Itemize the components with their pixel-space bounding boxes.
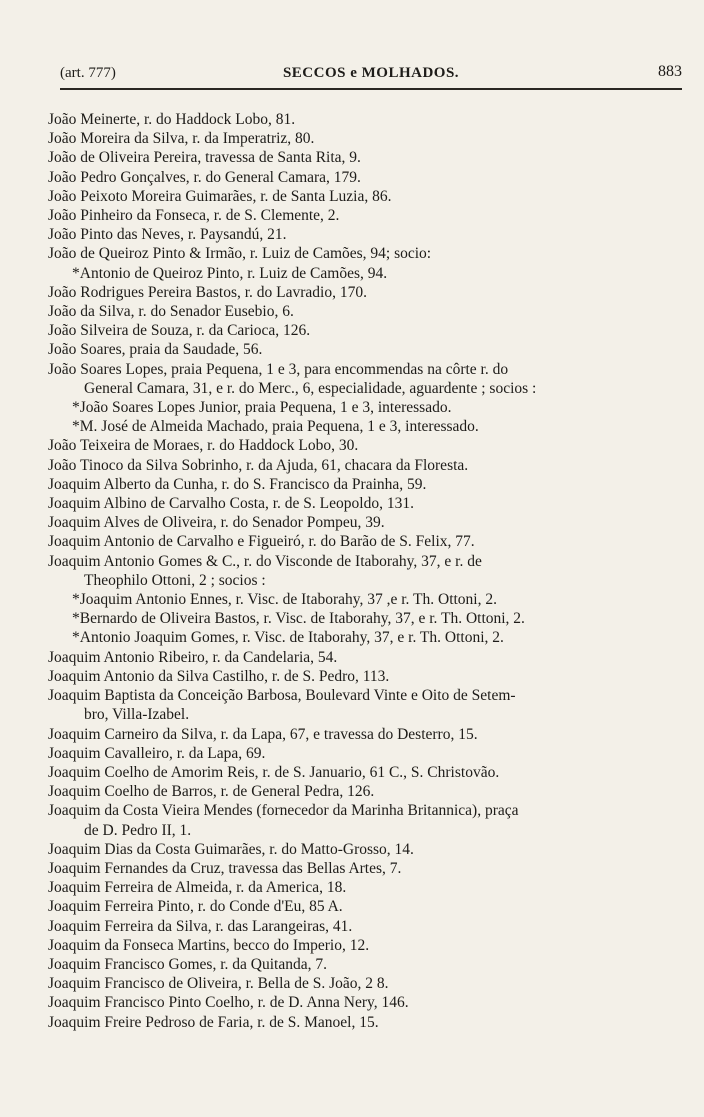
partner-entry: *Antonio de Queiroz Pinto, r. Luiz de Camões, 94. <box>72 264 388 282</box>
directory-entry-continuation: de D. Pedro II, 1. <box>84 821 192 839</box>
directory-entry: Joaquim Antonio de Carvalho e Figueiró, r. do Barão de S. Felix, 77. <box>48 533 475 551</box>
directory-entry: João de Queiroz Pinto & Irmão, r. Luiz de Camões, 94; socio: <box>48 245 432 263</box>
directory-entry: Joaquim Coelho de Barros, r. de General Pedra, 126. <box>48 783 375 801</box>
directory-entry: Joaquim Alves de Oliveira, r. do Senador Pompeu, 39. <box>48 514 385 532</box>
directory-entry-continuation: Theophilo Ottoni, 2 ; socios : <box>84 571 266 589</box>
directory-entry: João Rodrigues Pereira Bastos, r. do Lavradio, 170. <box>48 283 367 301</box>
directory-entry: Joaquim Coelho de Amorim Reis, r. de S. Januario, 61 C., S. Christovão. <box>48 763 500 781</box>
directory-list <box>48 110 688 1032</box>
directory-entry-continuation: bro, Villa-Izabel. <box>84 706 190 724</box>
directory-entry: João de Oliveira Pereira, travessa de Santa Rita, 9. <box>48 149 361 167</box>
directory-entry: João da Silva, r. do Senador Eusebio, 6. <box>48 303 294 321</box>
directory-entry: João Moreira da Silva, r. da Imperatriz, 80. <box>48 130 315 148</box>
directory-entry: João Pinto das Neves, r. Paysandú, 21. <box>48 226 287 244</box>
directory-entry: Joaquim Antonio da Silva Castilho, r. de S. Pedro, 113. <box>48 667 390 685</box>
article-reference: (art. 777) <box>60 65 116 81</box>
directory-entry: João Soares Lopes, praia Pequena, 1 e 3, para encommendas na côrte r. do <box>48 360 509 378</box>
directory-entry: Joaquim Freire Pedroso de Faria, r. de S. Manoel, 15. <box>48 1013 379 1031</box>
directory-entry: Joaquim Cavalleiro, r. da Lapa, 69. <box>48 744 266 762</box>
directory-entry: Joaquim Francisco Gomes, r. da Quitanda, 7. <box>48 955 327 973</box>
page-number: 883 <box>658 63 682 80</box>
section-title: SECCOS e MOLHADOS. <box>282 65 460 81</box>
partner-entry: *Antonio Joaquim Gomes, r. Visc. de Itaborahy, 37, e r. Th. Ottoni, 2. <box>72 629 504 647</box>
directory-entry: Joaquim da Costa Vieira Mendes (fornecedor da Marinha Britannica), praça <box>48 802 519 820</box>
directory-entry: João Tinoco da Silva Sobrinho, r. da Ajuda, 61, chacara da Floresta. <box>48 456 469 474</box>
partner-entry: *Joaquim Antonio Ennes, r. Visc. de Itaborahy, 37 ,e r. Th. Ottoni, 2. <box>72 591 497 609</box>
directory-entry: João Meinerte, r. do Haddock Lobo, 81. <box>48 111 296 128</box>
directory-entry: Joaquim Antonio Gomes & C., r. do Visconde de Itaborahy, 37, e r. de <box>48 552 482 570</box>
directory-entry: Joaquim Ferreira Pinto, r. do Conde d'Eu, 85 A. <box>48 898 343 916</box>
directory-entry: João Teixeira de Moraes, r. do Haddock Lobo, 30. <box>48 437 359 455</box>
page-header <box>60 60 682 90</box>
directory-entry: Joaquim Fernandes da Cruz, travessa das Bellas Artes, 7. <box>48 859 402 877</box>
directory-entry: Joaquim Baptista da Conceição Barbosa, Boulevard Vinte e Oito de Setem- <box>48 687 516 705</box>
partner-entry: *Bernardo de Oliveira Bastos, r. Visc. de Itaborahy, 37, e r. Th. Ottoni, 2. <box>72 610 525 628</box>
directory-entry: João Pinheiro da Fonseca, r. de S. Clemente, 2. <box>48 207 340 225</box>
directory-entry: Joaquim da Fonseca Martins, becco do Imperio, 12. <box>48 936 370 954</box>
partner-entry: *João Soares Lopes Junior, praia Pequena, 1 e 3, interessado. <box>72 399 452 417</box>
directory-entry: Joaquim Ferreira de Almeida, r. da America, 18. <box>48 879 347 897</box>
directory-entry: Joaquim Alberto da Cunha, r. do S. Francisco da Prainha, 59. <box>48 475 427 493</box>
directory-entry: João Soares, praia da Saudade, 56. <box>48 341 263 359</box>
directory-entry: João Silveira de Souza, r. da Carioca, 126. <box>48 322 311 340</box>
directory-entry: Joaquim Albino de Carvalho Costa, r. de S. Leopoldo, 131. <box>48 495 414 513</box>
directory-entry: Joaquim Francisco de Oliveira, r. Bella de S. João, 2 8. <box>48 975 389 993</box>
directory-entry: Joaquim Antonio Ribeiro, r. da Candelaria, 54. <box>48 648 338 666</box>
directory-entry: Joaquim Ferreira da Silva, r. das Larangeiras, 41. <box>48 917 353 935</box>
directory-entry-continuation: General Camara, 31, e r. do Merc., 6, especialidade, aguardente ; socios : <box>84 379 537 397</box>
directory-entry: Joaquim Carneiro da Silva, r. da Lapa, 67, e travessa do Desterro, 15. <box>48 725 478 743</box>
directory-entry: Joaquim Francisco Pinto Coelho, r. de D. Anna Nery, 146. <box>48 994 409 1012</box>
directory-entry: João Peixoto Moreira Guimarães, r. de Santa Luzia, 86. <box>48 187 392 205</box>
directory-entry: Joaquim Dias da Costa Guimarães, r. do Matto-Grosso, 14. <box>48 840 414 858</box>
partner-entry: *M. José de Almeida Machado, praia Pequena, 1 e 3, interessado. <box>72 418 479 436</box>
directory-entry: João Pedro Gonçalves, r. do General Camara, 179. <box>48 168 361 186</box>
